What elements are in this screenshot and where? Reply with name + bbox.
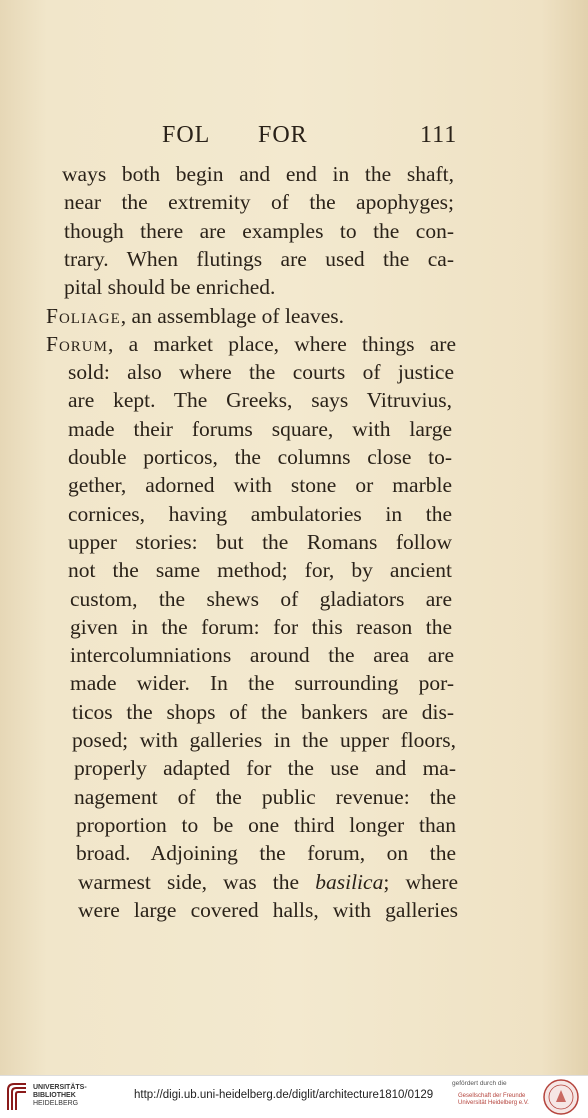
text-line: posed; with galleries in the upper floors, — [72, 728, 456, 752]
library-name — [33, 1084, 87, 1108]
text-line: upper stories: but the Romans follow — [68, 529, 452, 554]
text-line: made their forums square, with large — [68, 416, 452, 441]
text-line: are kept. The Greeks, says Vitruvius, — [68, 388, 452, 413]
text-fragment: warmest side, was the — [78, 869, 316, 894]
entry-basilica-line — [78, 868, 458, 896]
library-name-line: BIBLIOTHEK — [33, 1092, 76, 1099]
society-name-line: Gesellschaft der Freunde — [458, 1093, 526, 1099]
text-line: though there are examples to the con- — [64, 218, 454, 243]
text-fragment: ; where — [383, 869, 458, 894]
library-name-line: UNIVERSITÄTS- — [33, 1084, 87, 1091]
entry-foliage — [46, 302, 386, 330]
text-line: double porticos, the columns close to- — [68, 445, 452, 469]
running-header — [0, 122, 588, 156]
text-line: intercolumniations around the area are — [70, 643, 454, 668]
text-line: not the same method; for, by ancient — [68, 558, 452, 583]
library-logo-icon — [6, 1082, 28, 1112]
text-line: near the extremity of the apophyges; — [64, 190, 454, 215]
text-line: custom, the shews of gladiators are — [70, 586, 452, 611]
text-line: proportion to be one third longer than — [76, 812, 456, 837]
entry-definition: , a market place, where things are — [107, 331, 456, 356]
entry-term: Foliage — [46, 303, 121, 328]
text-line: sold: also where the courts of justice — [68, 360, 454, 385]
basilica-italic: basilica — [315, 869, 384, 894]
text-line: made wider. In the surrounding por- — [70, 671, 454, 696]
text-line: gether, adorned with stone or marble — [68, 473, 452, 498]
society-name — [458, 1093, 529, 1107]
entry-definition: , an assemblage of leaves. — [120, 303, 345, 328]
text-line: ticos the shops of the bankers are dis- — [72, 699, 454, 724]
library-name-line: HEIDELBERG — [33, 1100, 79, 1107]
header-right-word: FOR — [258, 122, 308, 148]
text-line: cornices, having ambulatories in the — [68, 501, 452, 526]
university-seal-icon — [542, 1078, 580, 1116]
page-number: 111 — [420, 122, 458, 148]
entry-term: Forum — [46, 331, 108, 356]
text-line: pital should be enriched. — [64, 275, 276, 300]
text-line: properly adapted for the use and ma- — [74, 756, 456, 781]
funded-by-label: gefördert durch die — [452, 1080, 507, 1087]
society-name-line: Universität Heidelberg e.V. — [458, 1100, 529, 1106]
entry-forum — [46, 330, 456, 358]
text-line: broad. Adjoining the forum, on the — [76, 841, 456, 866]
permalink-url[interactable]: http://digi.ub.uni-heidelberg.de/diglit/architecture1810/0129 — [134, 1089, 434, 1101]
text-line: ways both begin and end in the shaft, — [62, 162, 454, 186]
footer-bar — [0, 1075, 588, 1118]
header-left-word: FOL — [162, 122, 211, 148]
text-line: nagement of the public revenue: the — [74, 784, 456, 809]
text-line: trary. When flutings are used the ca- — [64, 246, 454, 271]
text-line: were large covered halls, with galleries — [78, 897, 458, 922]
text-line: given in the forum: for this reason the — [70, 614, 452, 639]
